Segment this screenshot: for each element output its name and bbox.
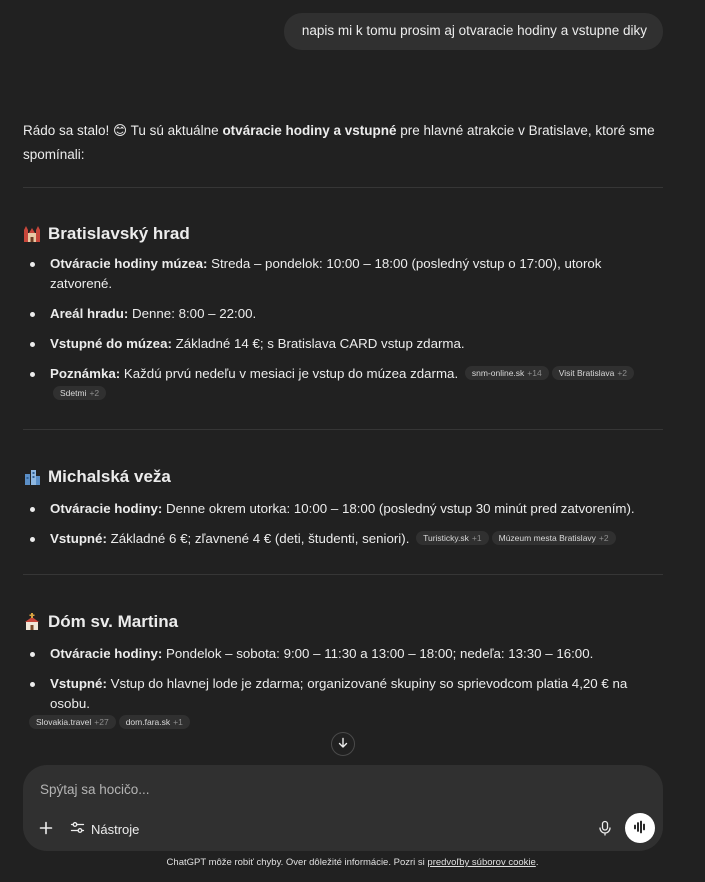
source-count: +14 xyxy=(527,368,542,378)
item-label: Otváracie hodiny: xyxy=(50,646,163,661)
item-label: Otváracie hodiny múzea: xyxy=(50,256,208,271)
church-icon xyxy=(23,613,41,631)
source-count: +27 xyxy=(94,717,109,727)
intro-text-start: Rádo sa stalo! 😊 Tu sú aktuálne xyxy=(23,123,223,138)
item-text: Denne: 8:00 – 22:00. xyxy=(128,306,257,321)
source-row xyxy=(26,715,663,731)
tower-icon xyxy=(23,468,41,486)
section-title-text: Dóm sv. Martina xyxy=(48,612,179,631)
list-item xyxy=(23,499,663,519)
source-count: +2 xyxy=(598,533,609,543)
source-pill[interactable] xyxy=(416,531,489,545)
section-michalska-veza xyxy=(23,467,663,549)
item-text: Každú prvú nedeľu v mesiaci je vstup do múzea zdarma. xyxy=(120,366,459,381)
prompt-input[interactable]: Spýtaj sa hocičo... xyxy=(40,782,150,797)
disclaimer-footer xyxy=(0,857,705,868)
sliders-icon xyxy=(70,820,85,838)
castle-icon xyxy=(23,225,41,243)
source-name: snm-online.sk xyxy=(471,368,525,378)
list-item xyxy=(23,644,663,664)
tools-button[interactable] xyxy=(70,820,139,838)
tools-label: Nástroje xyxy=(91,821,140,837)
list-item xyxy=(23,364,663,404)
source-name: dom.fara.sk xyxy=(125,717,171,727)
item-label: Vstupné: xyxy=(50,676,107,691)
section-title-text: Bratislavský hrad xyxy=(48,224,190,243)
microphone-icon[interactable] xyxy=(597,820,613,839)
divider xyxy=(23,187,663,188)
source-name: Múzeum mesta Bratislavy xyxy=(498,533,596,543)
divider xyxy=(23,429,663,430)
user-message-text: napis mi k tomu prosim aj otvaracie hodiny a vstupne diky xyxy=(301,23,647,38)
disclaimer-text: ChatGPT môže robiť chyby. Over dôležité informácie. Pozri si xyxy=(166,857,428,868)
assistant-message xyxy=(23,119,663,731)
list-item xyxy=(23,254,663,294)
plus-icon[interactable] xyxy=(38,820,54,839)
source-name: Slovakia.travel xyxy=(36,717,92,727)
item-text: Streda – pondelok: 10:00 – 18:00 (posledný vstup o 17:00), utorok zatvorené. xyxy=(50,256,602,291)
section-title-text: Michalská veža xyxy=(48,467,171,486)
item-text: Pondelok – sobota: 9:00 – 11:30 a 13:00 – 18:00; nedeľa: 13:30 – 16:00. xyxy=(162,646,594,661)
item-text: Vstup do hlavnej lode je zdarma; organizované skupiny so sprievodcom platia 4,20 € na osobu. xyxy=(50,676,628,711)
source-pill[interactable] xyxy=(53,386,106,400)
scroll-down-button[interactable] xyxy=(331,732,355,756)
source-pill[interactable] xyxy=(552,366,634,380)
source-pill[interactable] xyxy=(119,715,190,729)
intro-paragraph xyxy=(23,119,663,167)
intro-text-bold: otváracie hodiny a vstupné xyxy=(222,123,397,138)
source-pill[interactable] xyxy=(492,531,616,545)
cookie-preferences-link[interactable]: predvoľby súborov cookie xyxy=(427,857,536,868)
section-title xyxy=(23,224,663,244)
divider xyxy=(23,574,663,575)
list-item xyxy=(23,529,663,549)
source-name: Sdetmi xyxy=(60,388,87,398)
section-bratislavsky-hrad xyxy=(23,224,663,404)
source-count: +1 xyxy=(173,717,183,727)
source-count: +2 xyxy=(617,368,628,378)
intro-text-end: pre hlavné atrakcie v Bratislave, ktoré sme spomínali: xyxy=(23,123,655,162)
list-item xyxy=(23,334,663,354)
item-text: Základné 6 €; zľavnené 4 € (deti, študenti, seniori). xyxy=(106,531,410,546)
message-composer xyxy=(23,765,663,851)
waveform-icon xyxy=(632,819,648,838)
disclaimer-end: . xyxy=(535,857,539,868)
voice-mode-button[interactable] xyxy=(625,813,655,843)
section-dom-sv-martina xyxy=(23,612,663,731)
item-label: Otváracie hodiny: xyxy=(50,501,163,516)
item-label: Areál hradu: xyxy=(50,306,129,321)
source-count: +1 xyxy=(471,533,482,543)
item-text: Základné 14 €; s Bratislava CARD vstup zdarma. xyxy=(171,336,465,351)
source-pill[interactable] xyxy=(29,715,116,729)
source-pill[interactable] xyxy=(465,366,549,380)
list-item xyxy=(23,304,663,324)
list-item xyxy=(23,674,663,731)
section-title xyxy=(23,612,663,632)
item-text: Denne okrem utorka: 10:00 – 18:00 (posledný vstup 30 minút pred zatvorením). xyxy=(162,501,635,516)
item-label: Poznámka: xyxy=(50,366,121,381)
section-title xyxy=(23,467,663,487)
source-name: Visit Bratislava xyxy=(558,368,615,378)
arrow-down-icon xyxy=(337,737,349,752)
item-label: Vstupné: xyxy=(50,531,107,546)
item-label: Vstupné do múzea: xyxy=(50,336,172,351)
source-name: Turisticky.sk xyxy=(423,533,469,543)
user-message-bubble xyxy=(284,13,663,50)
source-count: +2 xyxy=(89,388,100,398)
